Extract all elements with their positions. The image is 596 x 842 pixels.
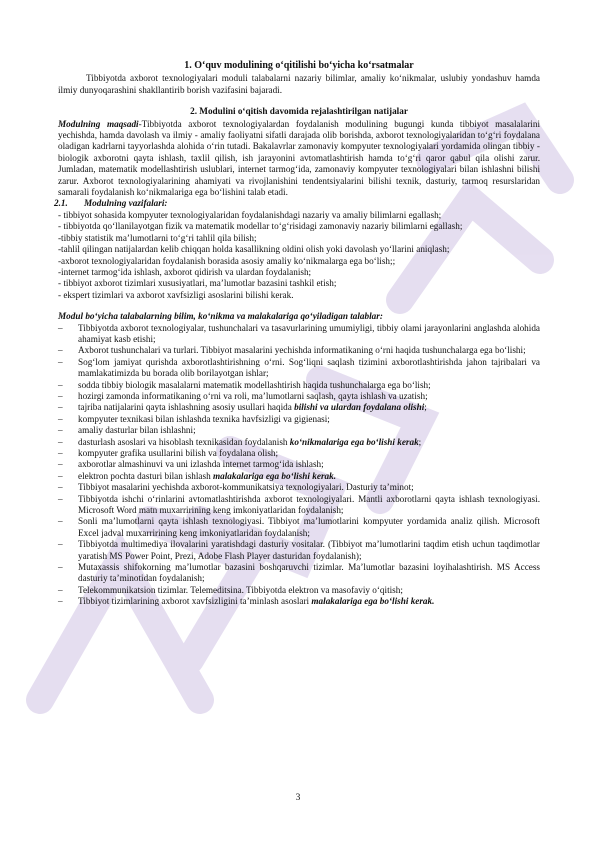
- skill-item: – Telekommunikatsion tizimlar. Telemeditsina. Tibbiyotda elektron va masofaviy o‘qitish;: [58, 585, 540, 596]
- purpose-paragraph: [58, 119, 540, 199]
- page-number: 3: [295, 793, 301, 803]
- section1-text: Tibbiyotda axborot texnologiyalari moduli talabalarni nazariy bilimlar, amaliy ko‘nikmalar, uslubiy yondashuv hamda ilmiy dunyoqarashini shakllantirib borish vazifasini bajaradi.: [58, 73, 540, 95]
- skill-item: – Tibbiyot masalarini yechishda axborot-kommunikatsiya texnologiyalari. Dasturiy ta’minot;: [58, 482, 540, 493]
- skill-item: – Tibbiyotda multimediya ilovalarini yaratishdagi dasturiy vositalar. (Tibbiyot ma’lumotlarini taqdim etish uchun taqdimotlar yaratish MS Power Point, Prezi, Adobe Flash Player dasturidan foydalanish);: [58, 539, 540, 562]
- skill-item: – dasturlash asoslari va hisoblash texnikasidan foydalanish ko‘nikmalariga ega bo‘lishi kerak;: [58, 437, 540, 448]
- task-item: -internet tarmog‘ida ishlash, axborot qidirish va ulardan foydalanish;: [58, 266, 312, 277]
- purpose-label: Modulning maqsadi: [58, 118, 139, 129]
- task-item: - tibbiyotda qo‘llanilayotgan fizik va matematik modellar to‘g‘risidagi zamonaviy nazariy bilimlarni egallash;: [58, 221, 463, 232]
- section1-title: 1. O‘quv modulining o‘qitilishi bo‘yicha ko‘rsatmalar: [184, 60, 414, 71]
- skill-item: – Tibbiyotda axborot texnologiyalar, tushunchalari va tasavurlarining umumiyligi, tibbiy olami jarayonlarini anglashda alohida ahamiyat kasb etishi;: [58, 323, 540, 346]
- section2-title: 2. Modulini o‘qitish davomida rejalashtirilgan natijalar: [190, 106, 408, 117]
- skill-item: – tajriba natijalarini qayta ishlashning asosiy usullari haqida bilishi va ulardan foydalana olishi;: [58, 402, 540, 413]
- skill-item: – elektron pochta dasturi bilan ishlash malakalariga ega bo‘lishi kerak.: [58, 471, 540, 482]
- skill-item: – Tibbiyotda ishchi o‘rinlarini avtomatlashtirishda axborot texnologiyalari. Mantli axborotlarni qayta ishlash texnologiyasi. Microsoft Word matn muxarririning keng imkoniyatlaridan foydalanish;: [58, 494, 540, 517]
- skills-list: [58, 323, 540, 608]
- skill-item: – Axborot tushunchalari va turlari. Tibbiyot masalarini yechishda informatikaning o‘rni haqida tushunchalarga ega bo‘lishi;: [58, 345, 540, 356]
- subsection-number: 2.1.: [54, 198, 68, 209]
- skills-title: Modul bo‘yicha talabalarning bilim, ko‘nikma va malakalariga qo‘yiladigan talablar:: [58, 311, 383, 322]
- task-item: -tahlil qilingan natijalardan kelib chiqqan holda kasallikning oldini olish yoki davolash yo‘llarini aniqlash;: [58, 244, 450, 255]
- document-page: [54, 60, 540, 608]
- subsection-title: Modulning vazifalari:: [84, 198, 168, 209]
- tasks-list: [58, 210, 540, 301]
- skill-item: – Sonli ma’lumotlarni qayta ishlash texnologiyasi. Tibbiyot ma’lumotlarini kompyuter yordamida analiz qilish. Microsoft Excel jadval muxarririning keng imkoniyatlaridan foydalanish;: [58, 516, 540, 539]
- skill-item: – amaliy dasturlar bilan ishlashni;: [58, 425, 540, 436]
- skill-item: – axborotlar almashinuvi va uni izlashda internet tarmog‘ida ishlash;: [58, 459, 540, 470]
- skill-item: – hozirgi zamonda informatikaning o‘rni va roli, ma’lumotlarni saqlash, qayta ishlash va uzatish;: [58, 391, 540, 402]
- skill-item: – kompyuter grafika usullarini bilish va foydalana olish;: [58, 448, 540, 459]
- subsection-heading: [54, 198, 540, 209]
- skill-item: – sodda tibbiy biologik masalalarni matematik modellashtirish haqida tushunchalarga ega bo‘lish;: [58, 380, 540, 391]
- purpose-text: -Tibbiyotda axborot texnologiyalardan foydalanish modulining bugungi kunda tibbiyot masalalarini yechishda, hamda davolash va ilmiy - amaliy faoliyatni sifatli darajada olib borishda, axborot texnologiyalaridan to‘g‘ri foydalana oladigan kadrlarni tayyorlashda alohida o‘rin tutadi. Bakalavrlar zamonaviy kompyuter texnologiyalari yordamida olingan tibbiy - biologik axborotni qayta ishlash, taxlil qilish, ish jarayonini avtomatlashtirish hamda to‘g‘ri qaror qabul qila olishi zarur. Jumladan, matematik modellashtirish uslublari, internet tarmog‘ida, zamonaviy kompyuter texnologiyalari bilan ishlashni bilishi zarur. Axborot texnologiyalarining ahamiyati va rivojlanishini tendentsiyalarini bilishi texnik, dasturiy, tarmoq resurslaridan samarali foydalanish ko‘nikmalariga ega bo‘lishini talab etadi.: [58, 118, 540, 198]
- skill-item: – Tibbiyot tizimlarining axborot xavfsizligini ta’minlash asoslari malakalariga ega bo‘lishi kerak.: [58, 596, 540, 607]
- skill-item: – Sog‘lom jamiyat qurishda axborotlashtirishning o‘rni. Sog‘liqni saqlash tizimini axborotlashtirishda jahon tajribalari va mamlakatimizda bu borada olib borilayotgan ishlar;: [58, 357, 540, 380]
- skill-item: – kompyuter texnikasi bilan ishlashda texnika havfsizligi va gigienasi;: [58, 414, 540, 425]
- task-item: - tibbiyot sohasida kompyuter texnologiyalaridan foydalanishdagi nazariy va amaliy bilimlarni egallash;: [58, 209, 442, 220]
- task-item: -tibbiy statistik ma’lumotlarni to‘g‘ri tahlil qila bilish;: [58, 232, 257, 243]
- task-item: - ekspert tizimlari va axborot xavfsizligi asoslarini bilishi kerak.: [58, 289, 294, 300]
- skill-item: – Mutaxassis shifokorning ma’lumotlar bazasini boshqaruvchi tizimlar. Ma’lumotlar bazasini loyihalashtirish. MS Access dasturiy ta’minotidan foydalanish;: [58, 562, 540, 585]
- task-item: - tibbiyot axborot tizimlari xususiyatlari, ma’lumotlar bazasini tashkil etish;: [58, 278, 337, 289]
- task-item: -axborot texnologiyalaridan foydalanish borasida asosiy amaliy ko‘nikmalarga ega bo‘lish;;: [58, 255, 396, 266]
